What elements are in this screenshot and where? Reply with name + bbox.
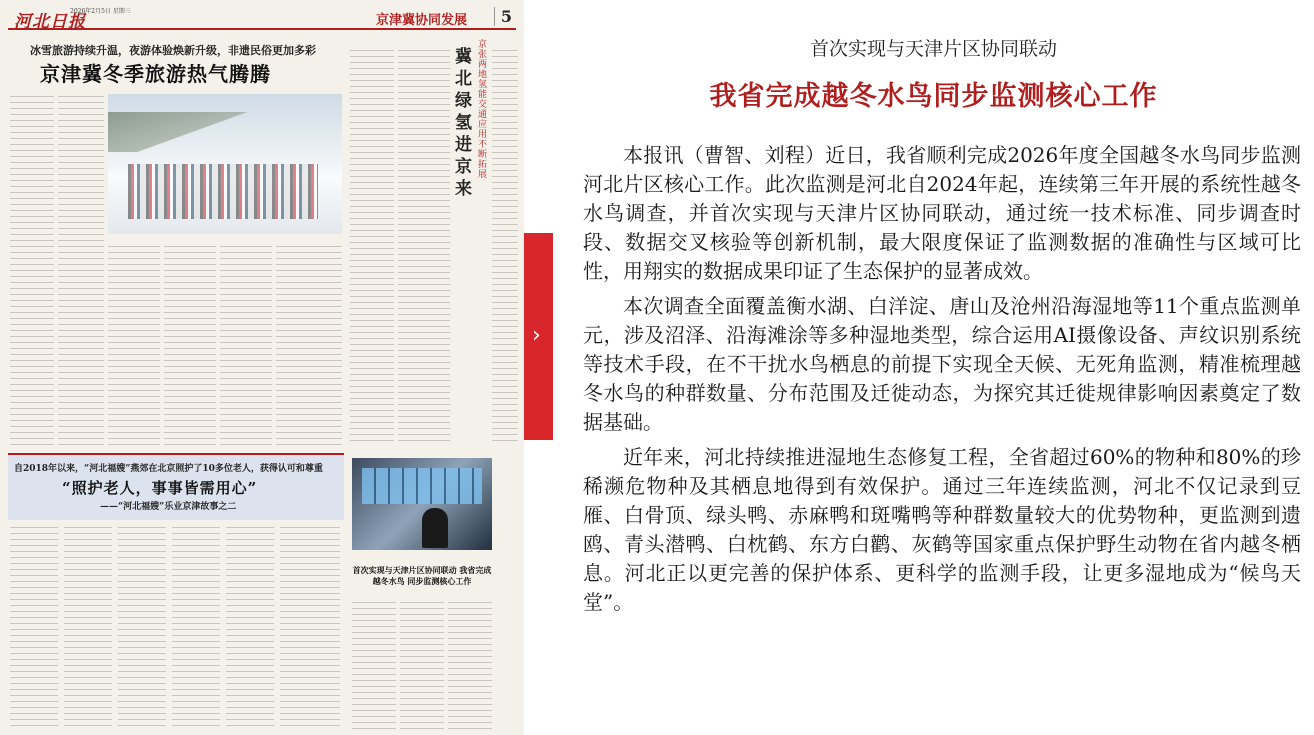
article-subtitle-hydrogen: 京张两地氢能交通应用不断拓展 — [478, 40, 488, 180]
article-headline-hydrogen[interactable]: 冀北绿氢进京来 — [455, 47, 472, 199]
photo-skiers — [128, 164, 318, 219]
chevron-right-icon: › — [532, 323, 541, 348]
section-title: 京津冀协同发展 — [376, 13, 468, 28]
text-column — [350, 50, 394, 446]
ski-resort-photo[interactable] — [108, 94, 342, 234]
masthead — [8, 6, 516, 30]
text-column — [108, 246, 160, 446]
text-column — [10, 96, 54, 446]
photo-mountain — [108, 112, 342, 152]
article-title: 我省完成越冬水鸟同步监测核心工作 — [709, 81, 1158, 112]
issue-date: 2026年2月5日 星期三 — [70, 8, 131, 15]
photo-screens — [362, 468, 482, 504]
newspaper-page[interactable] — [0, 0, 524, 735]
text-column — [64, 527, 112, 727]
newspaper-logo: 河北日报 — [14, 12, 86, 32]
article-kicker-caregiver: 自2018年以来，“河北福嫂”燕郊在北京照护了10多位老人，获得认可和尊重 — [14, 464, 323, 474]
article-paragraph: 近年来，河北持续推进湿地生态修复工程，全省超过60%的物种和80%的珍稀濒危物种及其栖息地得到有效保护。通过三年连续监测，河北不仅记录到豆雁、白骨顶、绿头鸭、赤麻鸭和斑嘴鸭等种群数量较大的优势物种，更监测到遗鸥、青头潜鸭、白枕鹤、东方白鹳、灰鹤等国家重点保护野生动物在省内越冬栖息。河北正以更完善的保护体系、更科学的监测手段，让更多湿地成为“候鸟天堂”。 — [583, 445, 1301, 614]
text-column — [118, 527, 166, 727]
article-caregiver-header — [8, 455, 344, 520]
text-column — [492, 50, 518, 446]
article-body — [583, 141, 1301, 623]
next-page-button[interactable] — [524, 233, 553, 440]
text-column — [280, 527, 340, 727]
article-kicker: 首次实现与天津片区协同联动 — [809, 38, 1057, 60]
text-column — [58, 96, 104, 446]
article-headline-tourism[interactable]: 京津冀冬季旅游热气腾腾 — [40, 62, 271, 86]
text-column — [352, 602, 396, 730]
photo-operator — [422, 508, 448, 548]
article-headline-waterbird-mini[interactable]: 首次实现与天津片区协同联动 我省完成越冬水鸟 同步监测核心工作 — [352, 565, 492, 586]
text-column — [220, 246, 272, 446]
text-column — [398, 50, 450, 446]
text-column — [226, 527, 274, 727]
article-kicker-tourism[interactable]: 冰雪旅游持续升温，夜游体验焕新升级，非遗民俗更加多彩 — [30, 44, 316, 57]
text-column — [276, 246, 342, 446]
article-headline-caregiver: “照护老人，事事皆需用心” — [62, 479, 258, 497]
text-column — [172, 527, 220, 727]
page-number: 5 — [494, 7, 512, 26]
text-column — [400, 602, 444, 730]
article-paragraph: 本次调查全面覆盖衡水湖、白洋淀、唐山及沧州沿海湿地等11个重点监测单元，涉及沼泽、沿海滩涂等多种湿地类型，综合运用AI摄像设备、声纹识别系统等技术手段，在不干扰水鸟栖息的前提下实现全天候、无死角监测，精准梳理越冬水鸟的种群数量、分布范围及迁徙动态，为探究其迁徙规律影响因素奠定了数据基础。 — [583, 294, 1301, 434]
article-reader — [553, 0, 1314, 735]
text-column — [448, 602, 492, 730]
text-column — [164, 246, 216, 446]
monitoring-center-photo[interactable] — [352, 458, 492, 550]
article-subhead-caregiver: ——“河北福嫂”乐业京津故事之二 — [100, 502, 237, 512]
article-paragraph: 本报讯（曹智、刘程）近日，我省顺利完成2026年度全国越冬水鸟同步监测河北片区核心工作。此次监测是河北自2024年起，连续第三年开展的系统性越冬水鸟调查，并首次实现与天津片区协同联动，通过统一技术标准、同步调查时段、数据交叉核验等创新机制，最大限度保证了监测数据的准确性与区域可比性，用翔实的数据成果印证了生态保护的显著成效。 — [583, 143, 1301, 283]
article-caregiver-box[interactable] — [8, 453, 344, 731]
text-column — [10, 527, 58, 727]
